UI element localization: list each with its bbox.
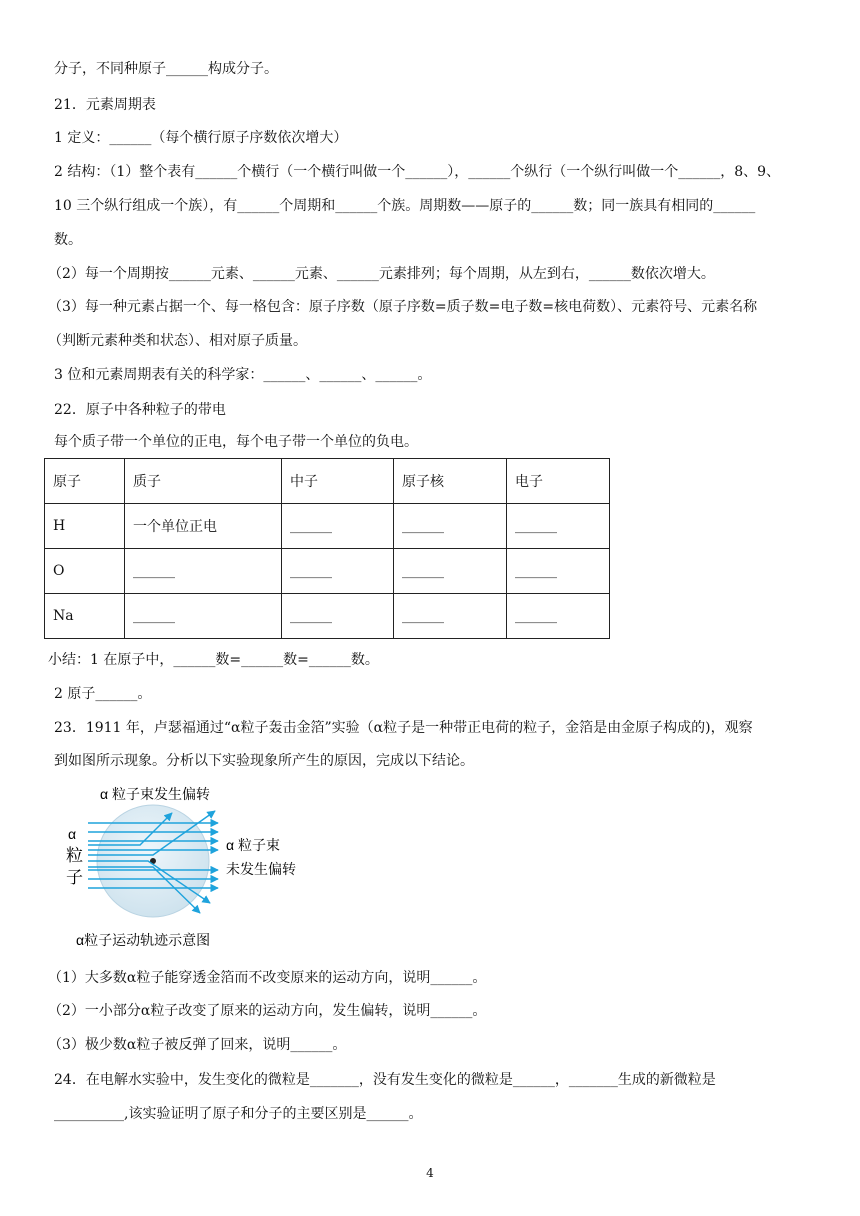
text-line: 每个质子带一个单位的正电，每个电子带一个单位的负电。	[54, 434, 418, 450]
text-line: （判断元素种类和状态）、相对原子质量。	[48, 333, 307, 349]
charge-table	[44, 458, 610, 639]
table-cell: ______	[394, 549, 507, 594]
table-header-cell: 原子核	[394, 459, 507, 504]
table-header-cell: 中子	[282, 459, 394, 504]
table-row	[45, 504, 610, 549]
table-row	[45, 549, 610, 594]
text-line: __________,该实验证明了原子和分子的主要区别是______。	[54, 1106, 423, 1122]
question-24: 24．在电解水实验中，发生变化的微粒是_______，没有发生变化的微粒是______，_______生成的新微粒是	[54, 1072, 716, 1088]
table-cell: ______	[125, 549, 282, 594]
text-line: （2）每一个周期按______元素、______元素、______元素排列；每个周期，从左到右，______数依次增大。	[48, 266, 715, 282]
text-line: 2 结构：（1）整个表有______个横行（一个横行叫做一个______），______个纵行（一个纵行叫做一个______，8、9、	[54, 164, 781, 180]
table-cell: ______	[282, 594, 394, 639]
table-cell: ______	[125, 594, 282, 639]
table-cell: 一个单位正电	[125, 504, 282, 549]
label-beam: α 粒子束	[226, 837, 280, 853]
table-cell: ______	[282, 504, 394, 549]
label-undeflected: 未发生偏转	[226, 861, 296, 877]
table-header-cell: 电子	[507, 459, 610, 504]
table-row	[45, 594, 610, 639]
table-cell: ______	[394, 594, 507, 639]
table-cell: H	[45, 504, 125, 549]
table-header-cell: 质子	[125, 459, 282, 504]
label-li: 粒	[66, 846, 83, 865]
question-23-1: （1）大多数α粒子能穿透金箔而不改变原来的运动方向，说明______。	[48, 970, 487, 986]
table-cell: O	[45, 549, 125, 594]
question-23: 23．1911 年，卢瑟福通过“α粒子轰击金箔”实验（α粒子是一种带正电荷的粒子，金箔是由金原子构成的)，观察	[54, 720, 753, 736]
table-cell: ______	[282, 549, 394, 594]
text-line: （3）每一种元素占据一个、每一格包含：原子序数（原子序数=质子数=电子数=核电荷数）、元素符号、元素名称	[48, 299, 758, 315]
table-cell: ______	[507, 594, 610, 639]
summary-line: 2 原子______。	[54, 686, 152, 702]
table-header-row	[45, 459, 610, 504]
text-line: 到如图所示现象。分析以下实验现象所产生的原因，完成以下结论。	[54, 753, 474, 769]
text-line: 数。	[54, 232, 82, 248]
section-title-22: 22．原子中各种粒子的带电	[54, 402, 226, 418]
text-line: 1 定义：______（每个横行原子序数依次增大）	[54, 130, 348, 146]
question-23-3: （3）极少数α粒子被反弹了回来，说明______。	[48, 1037, 347, 1053]
summary-line: 小结：1 在原子中，______数=______数=______数。	[48, 652, 379, 668]
table-cell: ______	[507, 549, 610, 594]
table-cell: ______	[507, 504, 610, 549]
page-number: 4	[426, 1166, 434, 1180]
table-cell: ______	[394, 504, 507, 549]
label-alpha: α	[68, 826, 77, 842]
table-header-cell: 原子	[45, 459, 125, 504]
alpha-scattering-figure	[60, 783, 320, 953]
table-cell: Na	[45, 594, 125, 639]
figure-caption: α粒子运动轨迹示意图	[76, 932, 211, 948]
text-line: 3 位和元素周期表有关的科学家：______、______、______。	[54, 367, 432, 383]
section-title-21: 21．元素周期表	[54, 97, 156, 113]
text-line: 10 三个纵行组成一个族），有______个周期和______个族。周期数——原子的______数；同一族具有相同的______	[54, 198, 756, 214]
question-23-2: （2）一小部分α粒子改变了原来的运动方向，发生偏转，说明______。	[48, 1003, 487, 1019]
text-line: 分子，不同种原子______构成分子。	[54, 61, 278, 77]
label-deflected: α 粒子束发生偏转	[100, 786, 210, 802]
label-zi: 子	[66, 868, 83, 887]
